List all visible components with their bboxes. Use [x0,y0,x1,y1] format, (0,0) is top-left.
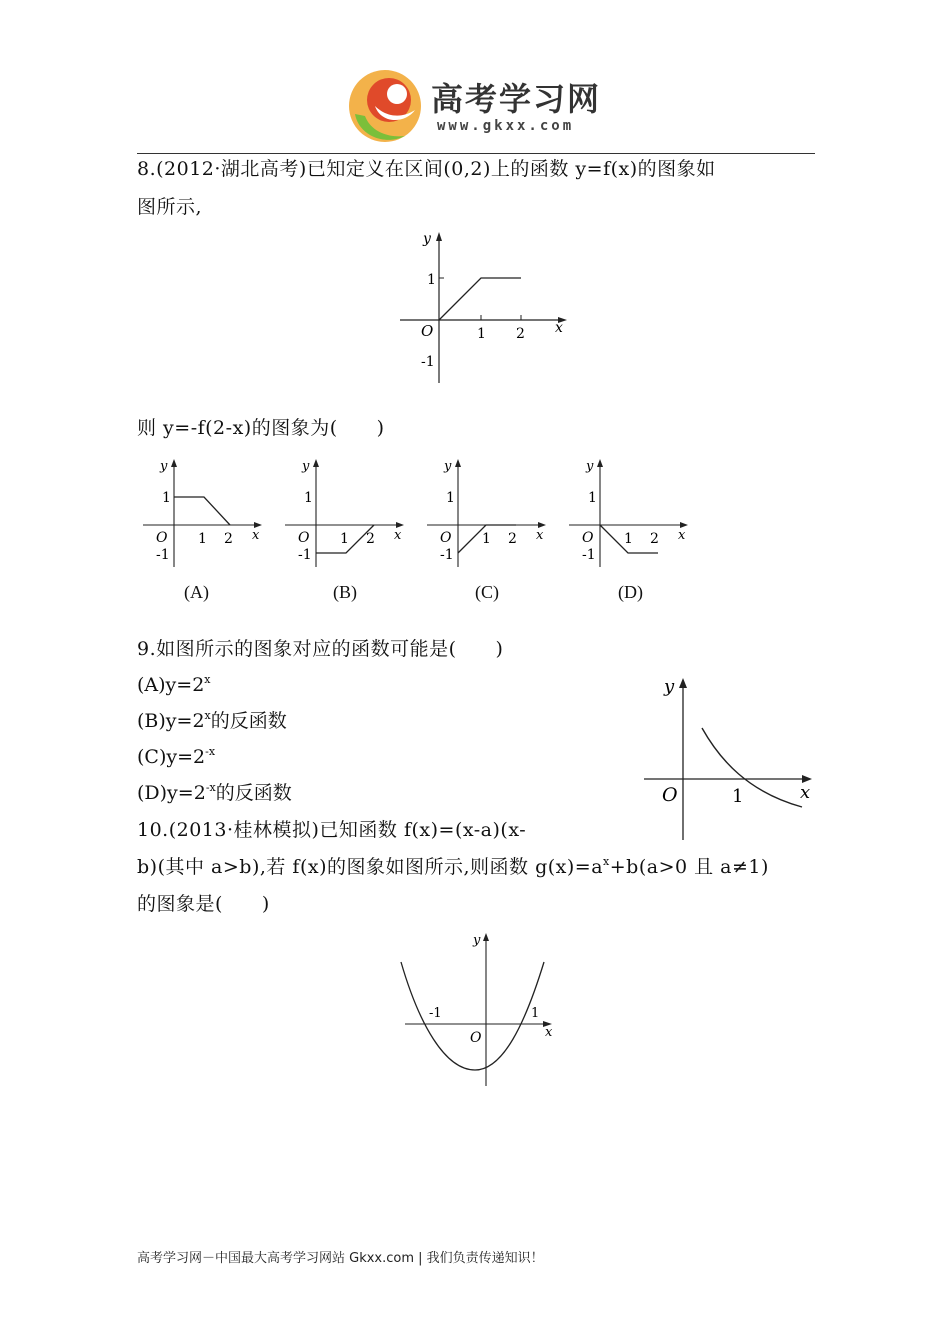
q8c-y: y [444,459,452,474]
q8-main-tick-1: 1 [477,326,486,342]
q8-question: 则 y=-f(2-x)的图象为( ) [137,417,385,439]
q8c-yt1: 1 [446,490,455,506]
q8b-t2: 2 [366,531,375,547]
q9-option-d: $(D)y=2^{-x}$的反函数 [137,781,292,804]
q8-main-tick-2: 2 [516,326,525,342]
q9-option-a: $(A)y=2^x$ [137,673,211,696]
q8d-x: x [678,528,686,543]
q8b-x: x [394,528,402,543]
q8-caption-d: (D) [618,582,643,602]
q8a-y: y [160,459,168,474]
q8c-o: O [440,530,452,546]
q8b-yt1: 1 [304,490,313,506]
q8a-yt1: 1 [162,490,171,506]
q9-y-label: y [664,676,675,697]
q10-y-label: y [473,933,481,948]
q8d-o: O [582,530,594,546]
q8b-y: y [302,459,310,474]
q8-caption-c: (C) [475,582,499,602]
q10-stem-line1: 10.(2013·桂林模拟)已知函数 f(x)=(x-a)(x- [137,819,527,841]
page-footer: 高考学习网－中国最大高考学习网站 Gkxx.com | 我们负责传递知识！ [137,1251,544,1266]
q9-option-b: $(B)y=2^x$的反函数 [137,709,287,732]
q10-graph [395,928,560,1088]
q9-tick-1: 1 [732,786,744,807]
q8a-ytn1: -1 [156,547,170,563]
q8-main-y-label: y [423,231,431,247]
q8b-t1: 1 [340,531,349,547]
q8-main-ytick-neg1: -1 [421,354,435,370]
q8-caption-a: (A) [184,582,209,602]
q8d-y: y [586,459,594,474]
q8a-t1: 1 [198,531,207,547]
q8d-t2: 2 [650,531,659,547]
q8-caption-b: (B) [333,582,357,602]
q9-x-label: x [800,782,811,803]
q8d-ytn1: -1 [582,547,596,563]
q8c-t1: 1 [482,531,491,547]
q8-option-b-graph [282,455,412,570]
brand-url: www.gkxx.com [437,118,575,134]
q10-x-label: x [545,1025,553,1040]
q8b-o: O [298,530,310,546]
q8d-t1: 1 [624,531,633,547]
q8-main-x-label: x [555,320,563,336]
q8-main-graph [395,228,575,388]
q8-option-a-graph [140,455,270,570]
q10-tick-1: 1 [531,1006,540,1021]
q8a-x: x [252,528,260,543]
q8c-t2: 2 [508,531,517,547]
q8-main-ytick-1: 1 [427,272,436,288]
q9-graph [640,670,820,842]
q8b-ytn1: -1 [298,547,312,563]
q8a-o: O [156,530,168,546]
q8-main-origin: O [421,322,434,340]
brand-name: 高考学习网 [431,80,602,118]
site-logo [345,66,615,146]
q10-stem-line2: b)(其中 a>b),若 f(x)的图象如图所示,则函数 $g(x)=a^x+b(a>0$ 且 a≠1) [137,855,769,878]
header-rule [137,153,815,154]
q9-option-c: $(C)y=2^{-x}$ [137,745,216,768]
q8-option-c-graph [424,455,554,570]
q8d-yt1: 1 [588,490,597,506]
q8c-ytn1: -1 [440,547,454,563]
q10-tick-neg1: -1 [429,1006,442,1021]
q10-origin: O [470,1030,482,1046]
q8-stem-line1: 8.(2012·湖北高考)已知定义在区间(0,2)上的函数 y=f(x)的图象如 [137,158,716,180]
q8-stem-line2: 图所示, [137,196,203,218]
q8c-x: x [536,528,544,543]
q8a-t2: 2 [224,531,233,547]
q9-stem: 9.如图所示的图象对应的函数可能是( ) [137,638,504,660]
q8-option-d-graph [566,455,696,570]
q9-origin: O [662,784,678,806]
q10-stem-line3: 的图象是( ) [137,893,270,915]
